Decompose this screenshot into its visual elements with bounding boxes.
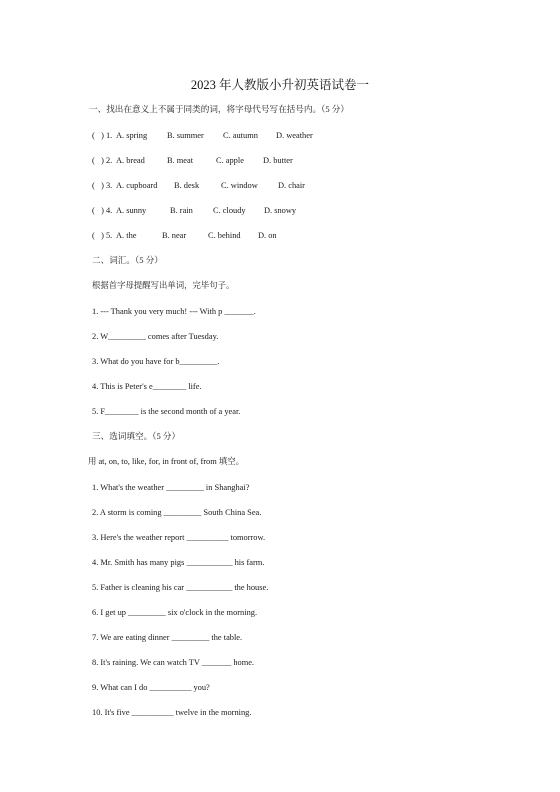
mc-option-b: B. meat [167, 156, 194, 165]
vocab-item-4: 4. This is Peter's e________ life. [92, 382, 202, 391]
vocab-item-3: 3. What do you have for b_________. [92, 357, 220, 366]
mc-option-b: B. summer [167, 131, 204, 140]
section2-heading: 二、词汇。（5 分） [92, 255, 163, 265]
fill-item-1: 1. What's the weather _________ in Shanghai? [92, 483, 250, 492]
mc-option-a: A. sunny [116, 206, 147, 215]
mc-number: ( ) 1. [92, 131, 113, 140]
mc-number: ( ) 2. [92, 156, 113, 165]
mc-option-d: D. on [258, 231, 277, 240]
mc-option-a: A. the [116, 231, 137, 240]
fill-item-4: 4. Mr. Smith has many pigs ___________ his farm. [92, 558, 265, 567]
section1-heading: 一、找出在意义上不属于同类的词，将字母代号写在括号内。（5 分） [89, 104, 349, 114]
vocab-item-2: 2. W_________ comes after Tuesday. [92, 332, 219, 341]
mc-option-d: D. chair [278, 181, 305, 190]
mc-number: ( ) 4. [92, 206, 113, 215]
mc-option-b: B. desk [174, 181, 200, 190]
fill-item-8: 8. It's raining. We can watch TV _______ home. [92, 658, 255, 667]
fill-item-3: 3. Here's the weather report __________ tomorrow. [92, 533, 266, 542]
mc-option-a: A. cupboard [116, 181, 158, 190]
mc-option-c: C. autumn [223, 131, 258, 140]
fill-item-9: 9. What can I do __________ you? [92, 683, 210, 692]
mc-number: ( ) 3. [92, 181, 113, 190]
mc-option-d: D. butter [263, 156, 293, 165]
section3-heading: 三、选词填空。（5 分） [92, 431, 181, 441]
mc-option-b: B. rain [170, 206, 193, 215]
mc-option-c: C. behind [208, 231, 241, 240]
section2-instruction: 根据首字母提醒写出单词，完毕句子。 [92, 281, 235, 290]
mc-option-a: A. spring [116, 131, 148, 140]
fill-item-10: 10. It's five __________ twelve in the morning. [92, 708, 252, 717]
mc-option-b: B. near [162, 231, 187, 240]
mc-option-c: C. apple [216, 156, 244, 165]
section3-instruction: 用 at, on, to, like, for, in front of, from 填空。 [88, 457, 244, 466]
vocab-item-1: 1. --- Thank you very much! --- With p _______. [92, 307, 256, 316]
fill-item-2: 2. A storm is coming _________ South China Sea. [92, 508, 262, 517]
fill-item-7: 7. We are eating dinner _________ the table. [92, 633, 243, 642]
mc-number: ( ) 5. [92, 231, 113, 240]
mc-option-c: C. window [221, 181, 258, 190]
mc-option-d: D. snowy [264, 206, 297, 215]
vocab-item-5: 5. F________ is the second month of a year. [92, 407, 241, 416]
fill-item-6: 6. I get up _________ six o'clock in the morning. [92, 608, 258, 617]
fill-item-5: 5. Father is cleaning his car ___________ the house. [92, 583, 269, 592]
mc-option-d: D. weather [276, 131, 313, 140]
page-title: 2023 年人教版小升初英语试卷一 [190, 78, 370, 92]
mc-option-a: A. bread [116, 156, 145, 165]
mc-option-c: C. cloudy [213, 206, 246, 215]
